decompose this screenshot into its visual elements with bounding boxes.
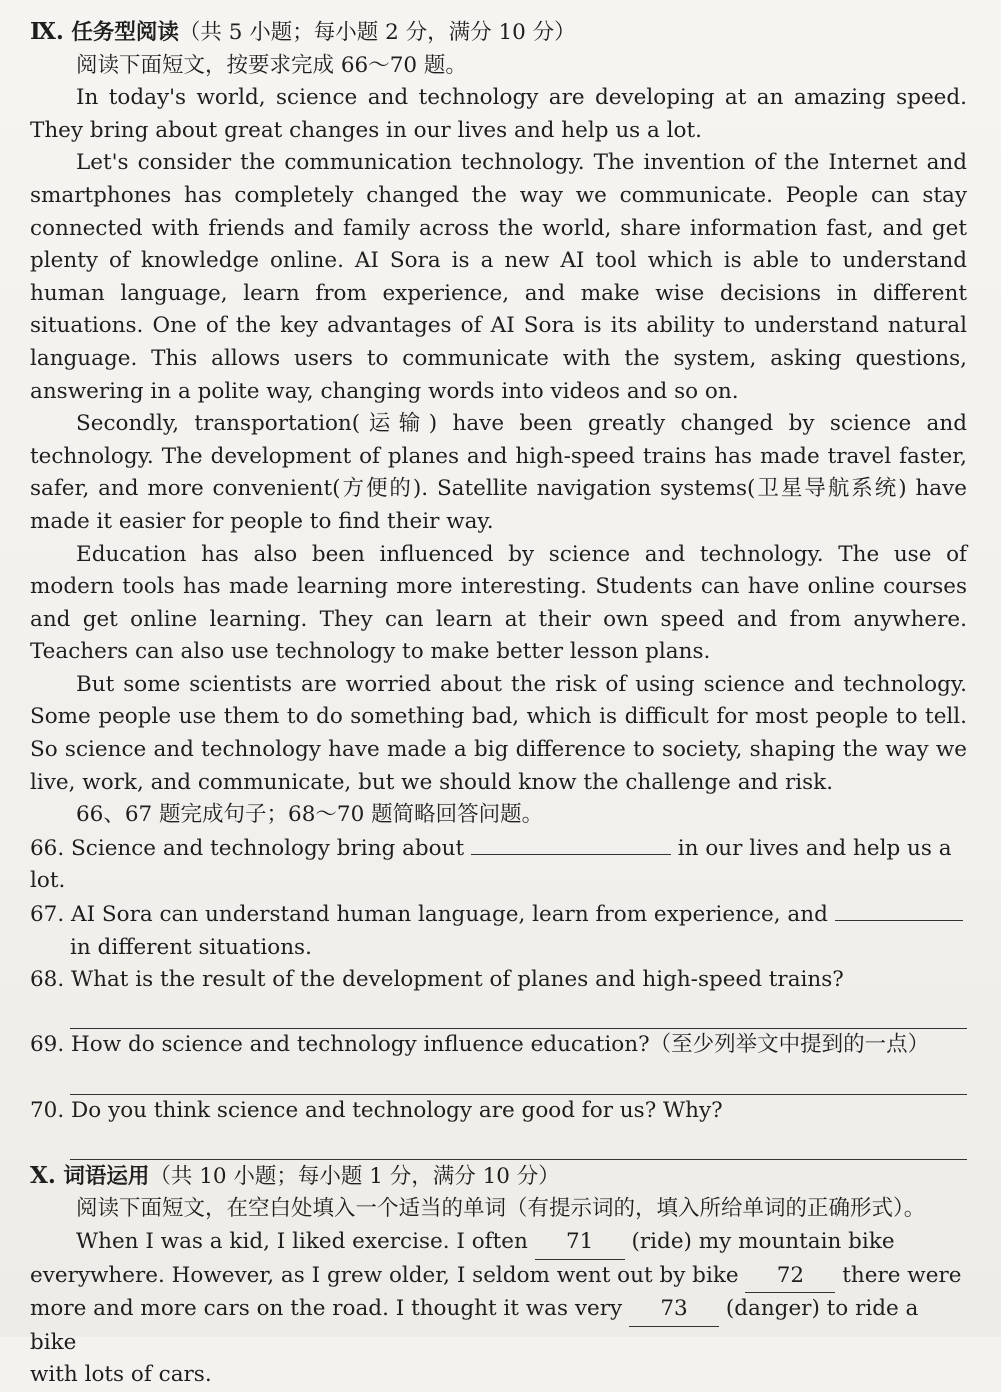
question-number: 68.: [30, 967, 65, 993]
task-instruction: 66、67 题完成句子；68～70 题简略回答问题。: [76, 802, 544, 828]
reading-passage: [30, 82, 967, 799]
cloze-text: When I was a kid, I liked exercise. I often: [76, 1228, 528, 1254]
cloze-line: [30, 1226, 967, 1260]
answer-blank-66[interactable]: [471, 832, 671, 855]
section-10-number: Ⅹ.: [30, 1161, 56, 1189]
answer-line-68[interactable]: [70, 997, 967, 1030]
section-9-instruction: 阅读下面短文，按要求完成 66～70 题。: [76, 52, 467, 78]
question-number: 67.: [30, 902, 65, 928]
cloze-text: there were: [842, 1262, 962, 1288]
answer-line-70[interactable]: [70, 1127, 967, 1160]
cloze-text: (ride) my mountain bike: [631, 1228, 895, 1254]
cloze-line: [30, 1260, 967, 1294]
question-text: AI Sora can understand human language, learn from experience, and: [71, 902, 828, 928]
question-text: Science and technology bring about: [71, 835, 465, 861]
cloze-text: (danger) to ride a bike: [30, 1296, 919, 1355]
passage-paragraph: In today's world, science and technology are developing at an amazing speed. They bring about great changes in our lives and help us a lot.: [30, 85, 967, 143]
cloze-text: more and more cars on the road. I thought it was very: [30, 1296, 623, 1322]
question-number: 66.: [30, 835, 65, 861]
question-text: Do you think science and technology are good for us? Why?: [71, 1097, 723, 1123]
passage-paragraph: Secondly, transportation(运输) have been greatly changed by science and technology. The development of planes and high-speed trains has made travel faster, safer, and more convenient(方便的). Satellite navigation systems(卫星导航系统) have made it easier for people to find their way.: [30, 411, 967, 534]
section-9-title: 任务型阅读: [71, 20, 179, 45]
answer-line-69[interactable]: [70, 1062, 967, 1095]
cloze-line: with lots of cars.: [30, 1362, 212, 1388]
cloze-line: [30, 1293, 967, 1359]
passage-paragraph: Education has also been influenced by science and technology. The use of modern tools has made learning more interesting. Students can have online courses and get online learning. They can learn at their own speed and from anywhere. Teachers can also use technology to make better lesson plans.: [30, 541, 967, 665]
question-text: What is the result of the development of planes and high-speed trains?: [71, 967, 844, 993]
cloze-blank-72[interactable]: 72: [745, 1260, 835, 1294]
passage-paragraph: Let's consider the communication technology. The invention of the Internet and smartphones has completely changed the way we communicate. People can stay connected with friends and family across the world, share information fast, and get plenty of knowledge online. AI Sora is a new AI tool which is able to understand human language, learn from experience, and make wise decisions in different situations. One of the key advantages of AI Sora is its ability to understand natural language. This allows users to communicate with the system, asking questions, answering in a polite way, changing words into videos and so on.: [30, 150, 967, 404]
cloze-text: everywhere. However, as I grew older, I seldom went out by bike: [30, 1262, 739, 1288]
question-text: in our lives and help us a lot.: [30, 835, 952, 894]
passage-paragraph: But some scientists are worried about the risk of using science and technology. Some people use them to do something bad, which is difficult for most people to tell. So science and technology have made a big difference to society, shaping the way we live, work, and communicate, but we should know the challenge and risk.: [30, 671, 967, 795]
section-10-title: 词语运用: [63, 1163, 150, 1189]
section-10-score-note: （共 10 小题；每小题 1 分，满分 10 分）: [149, 1163, 560, 1189]
section-10-instruction: 阅读下面短文，在空白处填入一个适当的单词（有提示词的，填入所给单词的正确形式）。: [76, 1196, 926, 1222]
question-69: [30, 1029, 967, 1062]
question-66: [30, 832, 967, 898]
question-70: [30, 1095, 967, 1128]
question-67-continued: in different situations.: [70, 934, 312, 960]
cloze-blank-73[interactable]: 73: [629, 1293, 719, 1327]
answer-blank-67[interactable]: [835, 898, 963, 921]
question-number: 69.: [30, 1032, 65, 1058]
question-number: 70.: [30, 1097, 65, 1123]
section-9-score-note: （共 5 小题；每小题 2 分，满分 10 分）: [178, 20, 576, 45]
section-9-heading: [30, 16, 967, 50]
question-68: [30, 964, 967, 997]
question-text: How do science and technology influence education?（至少列举文中提到的一点）: [71, 1032, 930, 1058]
cloze-blank-71[interactable]: 71: [535, 1226, 625, 1260]
section-9-number: Ⅸ.: [30, 18, 64, 45]
section-10-heading: [30, 1160, 967, 1194]
question-67: [30, 898, 967, 932]
